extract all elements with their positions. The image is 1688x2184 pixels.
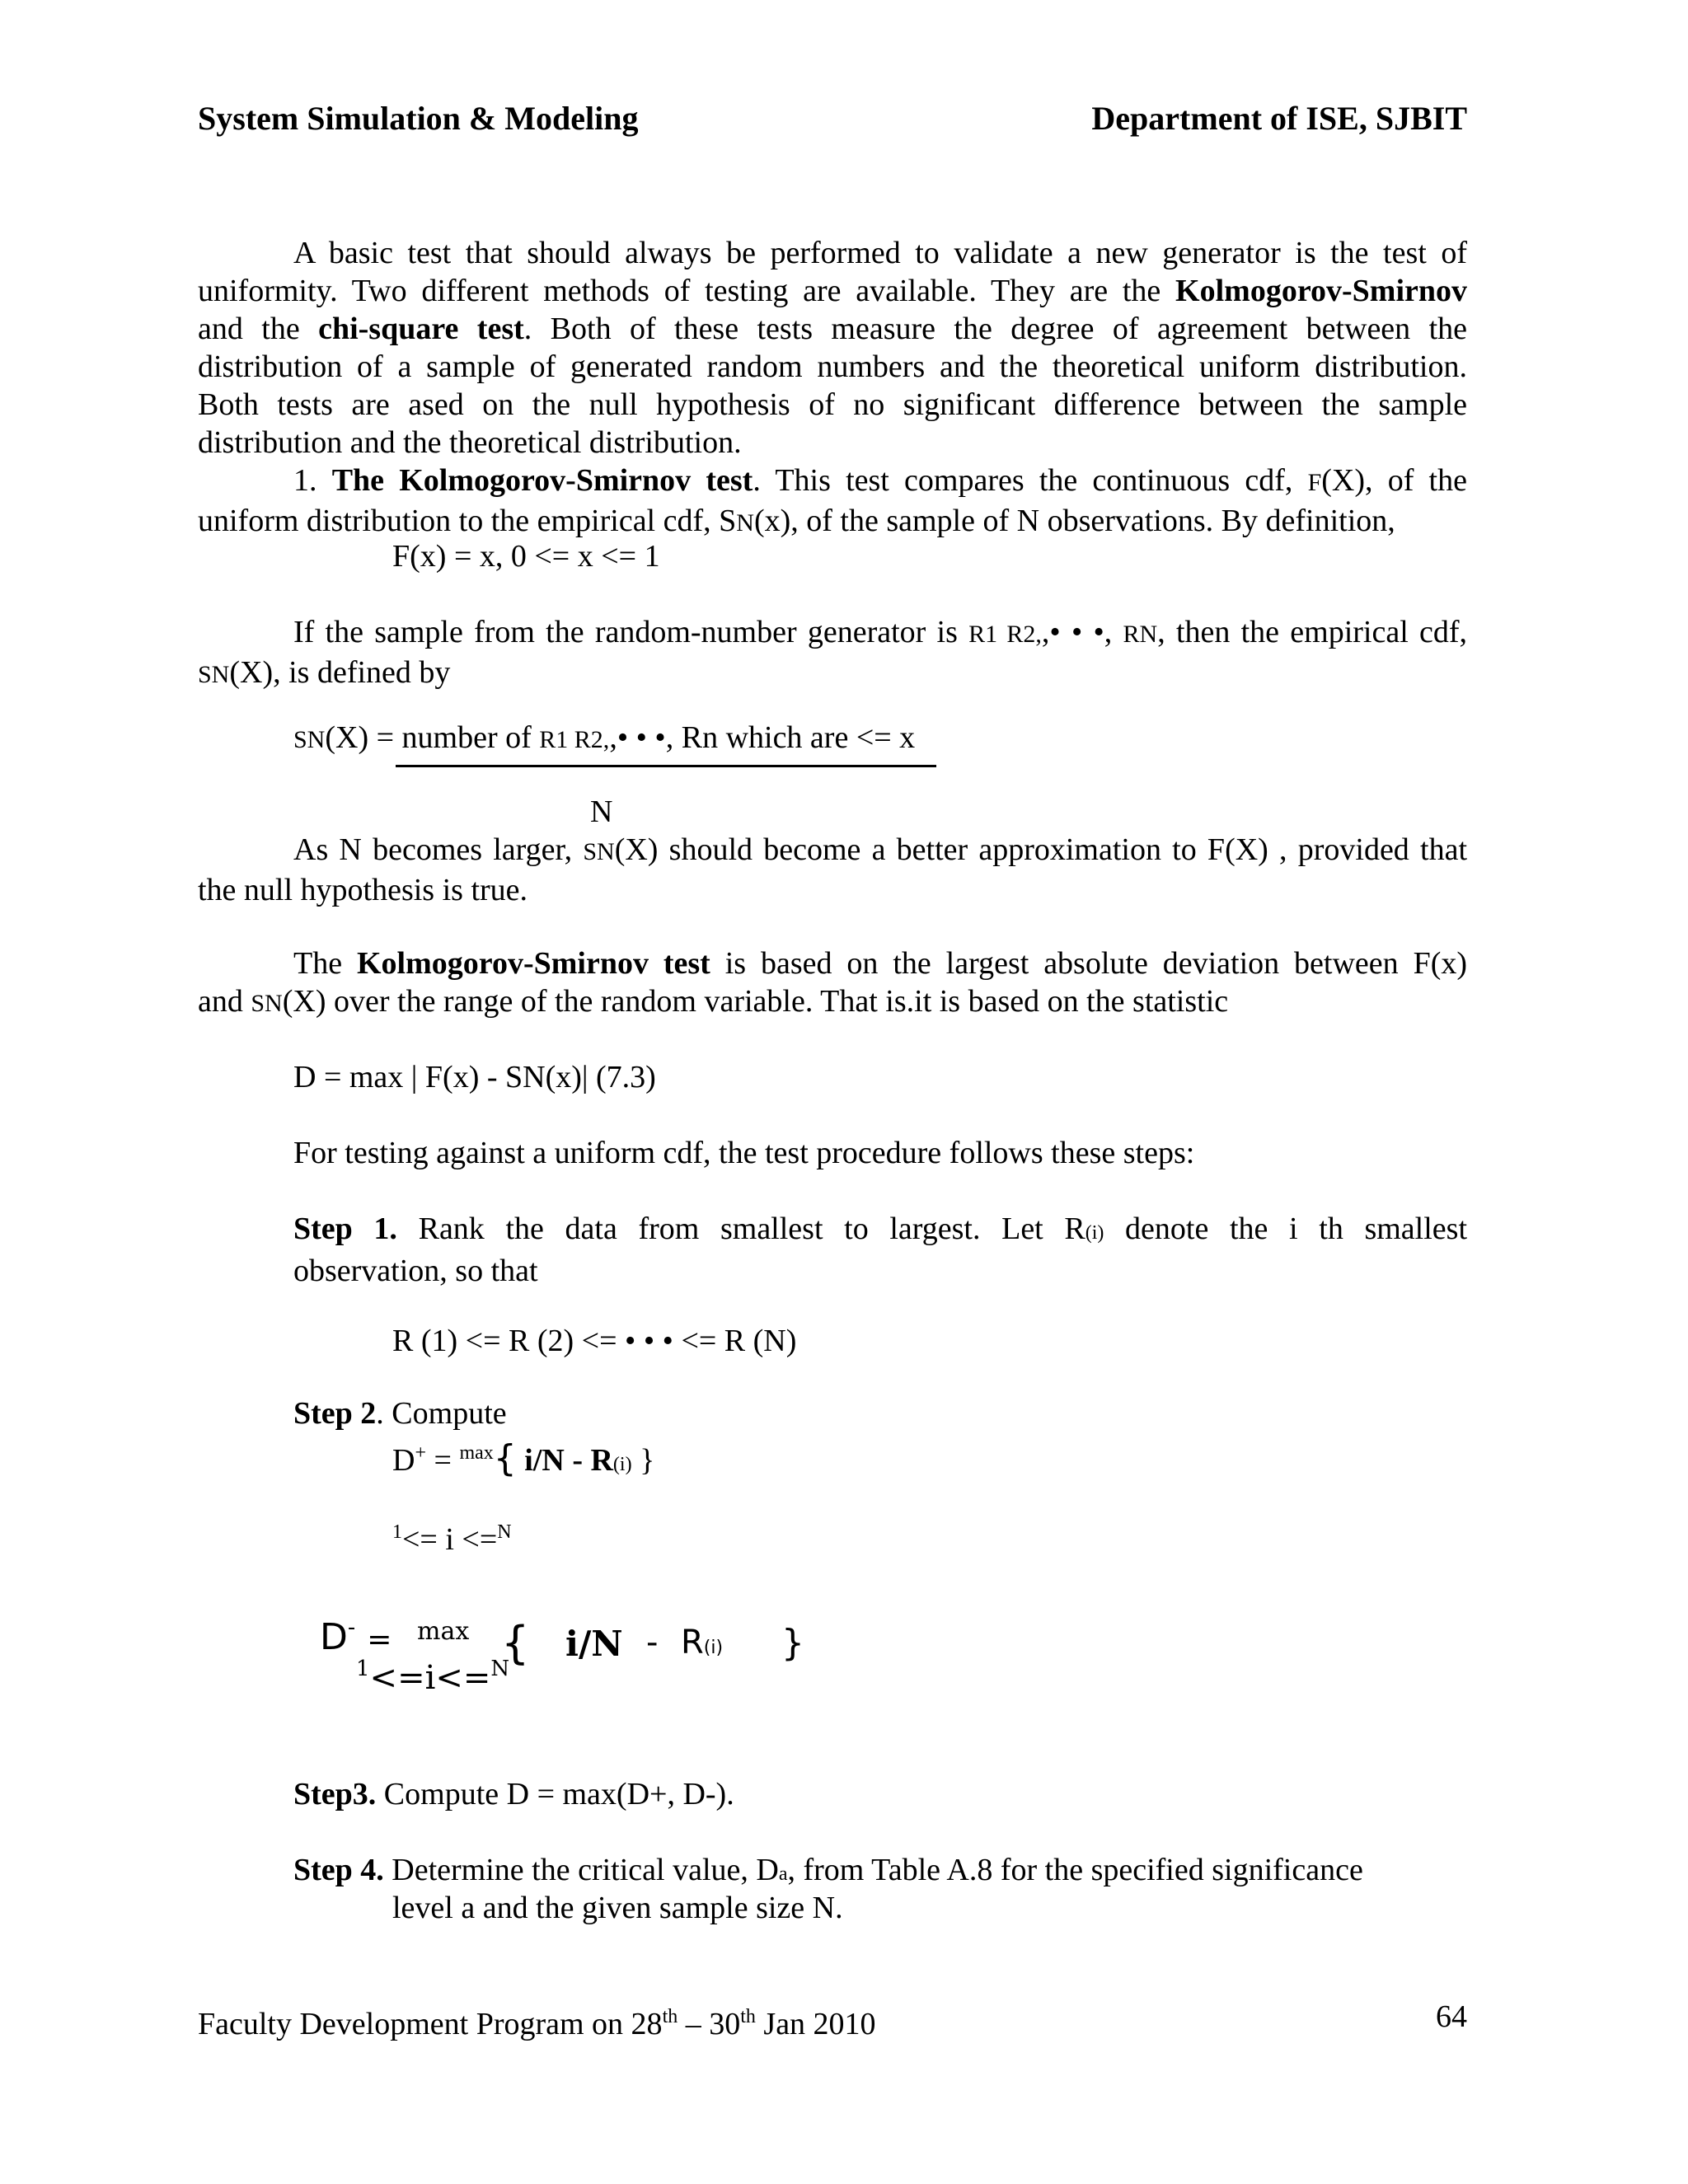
intro-paragraph [198,234,1467,462]
d-minus-max: max [417,1617,470,1646]
formula-denominator: N [590,794,613,829]
ks-line: 1. The Kolmogorov-Smirnov test. This test compares the continuous cdf, F(X), of the [293,463,1467,498]
footer-program: Faculty Development Program on 28th – 30th Jan 2010 [198,2006,876,2041]
d-minus-minus: - [646,1624,659,1661]
step1-line: observation, so that [293,1254,538,1288]
header-left: System Simulation & Modeling [198,100,639,137]
step1-line: Step 1. Rank the data from smallest to largest. Let R(i) denote the i th smallest [293,1212,1467,1246]
larger-line: the null hypothesis is true. [198,873,528,907]
larger-paragraph [198,831,1467,909]
d-minus-expr: i/N [565,1624,623,1664]
step2-heading: Step 2. Compute [293,1396,507,1431]
d-minus-brace-right: } [781,1622,804,1664]
intro-line: A basic test that should always be performed to validate a new generator is the test of [293,236,1467,270]
ks-line: uniform distribution to the empirical cdf, SN(x), of the sample of N observations. By definition, [198,504,1395,538]
ks2-line: and SN(X) over the range of the random variable. That is.it is based on the statistic [198,984,1229,1019]
intro-line: distribution and the theoretical distribution. [198,425,742,460]
testing-intro: For testing against a uniform cdf, the test procedure follows these steps: [293,1136,1195,1170]
ks-statistic-paragraph [198,944,1467,1023]
page-number: 64 [1436,1999,1467,2034]
intro-line: distribution of a sample of generated random numbers and the theoretical uniform distribution. [198,349,1467,384]
header-right: Department of ISE, SJBIT [1091,100,1467,137]
d-plus-range: $^1$<= i <=$^N$ [392,1521,512,1557]
sample-line: SN(X), is defined by [198,655,451,690]
ks-paragraph [198,462,1467,542]
intro-line: uniformity. Two different methods of testing are available. They are the Kolmogorov-Smirnov [198,274,1467,308]
empirical-cdf-formula: SN(X) = number of R1 R2,,• • •, Rn which are <= x [293,720,916,755]
d-plus-formula: D+ = $^{max}${ i/N - R(i) } [392,1437,655,1479]
order-statistics: R (1) <= R (2) <= • • • <= R (N) [392,1324,797,1358]
cdf-definition: F(x) = x, 0 <= x <= 1 [392,539,660,574]
fraction-bar [396,765,936,767]
ks2-line: The Kolmogorov-Smirnov test is based on the largest absolute deviation between F(x) [293,946,1468,981]
d-minus-range: $^1$<=i<=$^N$ [356,1657,510,1697]
d-statistic: D = max | F(x) - SN(x)| (7.3) [293,1060,656,1094]
d-minus-brace-left: { [501,1617,530,1669]
step4-line2: level a and the given sample size N. [392,1891,843,1925]
sample-line: If the sample from the random-number generator is R1 R2,,• • •, RN, then the empirical cdf, [293,615,1467,649]
intro-line: and the chi-square test. Both of these tests measure the degree of agreement between the [198,312,1467,346]
step1-paragraph [293,1210,1467,1290]
sample-paragraph [198,613,1467,694]
intro-line: Both tests are ased on the null hypothesis of no significant difference between the sample [198,387,1467,422]
d-minus-r: R(i) [681,1624,724,1661]
step4-line1: Step 4. Determine the critical value, Da, from Table A.8 for the specified significance [293,1853,1363,1887]
larger-line: As N becomes larger, SN(X) should become a better approximation to F(X) , provided that [293,832,1467,867]
step3: Step3. Compute D = max(D+, D-). [293,1777,734,1811]
d-minus-formula: D- = [320,1615,392,1658]
